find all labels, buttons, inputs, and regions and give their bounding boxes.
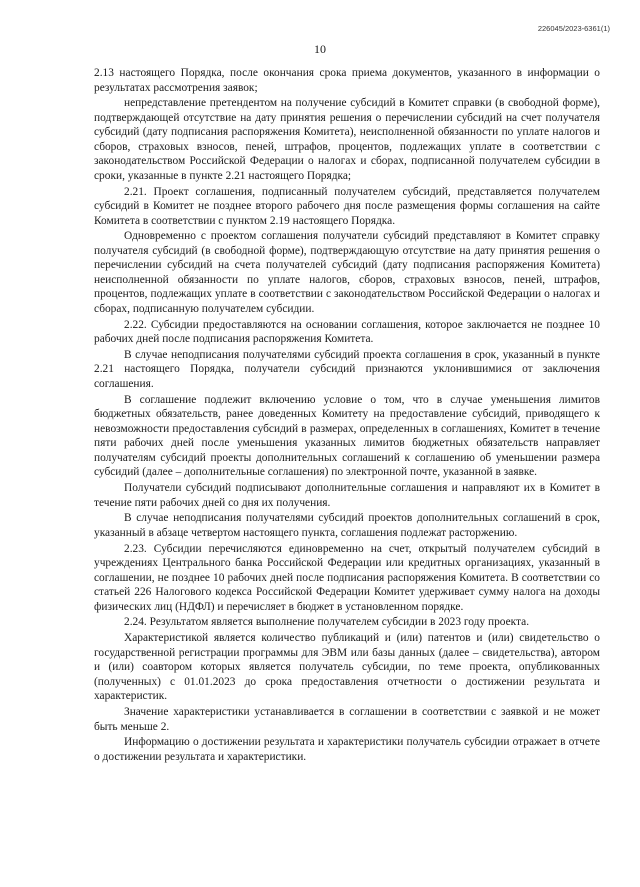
paragraph: 2.22. Субсидии предоставляются на основании соглашения, которое заключается не позднее 10 рабочих дней после подписания распоряжения Комитета. (94, 318, 600, 346)
paragraph: Получатели субсидий подписывают дополнительные соглашения и направляют их в Комитет в течение пяти рабочих дней со дня их получения. (94, 482, 600, 509)
paragraph: 2.13 настоящего Порядка, после окончания срока приема документов, указанного в информации о результатах рассмотрения заявок; (94, 67, 600, 94)
paragraph: 2.23. Субсидии перечисляются единовременно на счет, открытый получателем субсидий в учреждениях Центрального банка Российской Федерации или кредитных организациях, указанный в соглашении, не позднее 10 рабочих дней после подписания распоряжения Комитета. В соответствии со статьей 226 Налогового кодекса Российской Федерации Комитет удерживает сумму налога на доходы физических лиц (НДФЛ) и перечисляет в бюджет в установленном порядке. (94, 542, 600, 613)
paragraph: В случае неподписания получателями субсидий проекта соглашения в срок, указанный в пункте 2.21 настоящего Порядка, получатели субсидий признаются уклонившимися от заключения соглашения. (94, 348, 600, 390)
paragraph: 2.24. Результатом является выполнение получателем субсидии в 2023 году проекта. (124, 616, 530, 629)
paragraph: Информацию о достижении результата и характеристики получатель субсидии отражает в отчете о достижении результата и характеристики. (94, 736, 600, 763)
paragraph: В случае неподписания получателями субсидий проектов дополнительных соглашений в срок, указанный в абзаце четвертом настоящего пункта, соглашения подлежат расторжению. (94, 512, 600, 539)
paragraph: Значение характеристики устанавливается в соглашении в соответствии с заявкой и не может быть меньше 2. (94, 706, 600, 733)
paragraph: В соглашение подлежит включению условие о том, что в случае уменьшения лимитов бюджетных обязательств, ранее доведенных Комитету на предоставление субсидий, приводящего к невозможности предоставления субсидий в размерах, определенных в соглашениях, Комитет в течение пяти рабочих дней после уменьшения указанных лимитов бюджетных обязательств направляет получателям субсидий проекты дополнительных соглашений к соглашению об уменьшении размера субсидий (далее – дополнительные соглашения) по электронной почте, указанной в заявке. (94, 393, 600, 479)
page-number: 10 (314, 42, 326, 56)
document-number: 226045/2023-6361(1) (537, 24, 610, 33)
paragraph: Одновременно с проектом соглашения получатели субсидий представляют в Комитет справку получателя субсидий (в свободной форме), подтверждающую отсутствие на дату принятия решения о перечислении субсидий на счета получателей субсидий (дату подписания распоряжения Комитета) неисполненной обязанности по уплате налогов, сборов, страховых взносов, пеней, штрафов, процентов, подлежащих уплате в соответствии с законодательством Российской Федерации о налогах и сборах, подписанную получателем субсидии. (94, 230, 600, 315)
document-body (94, 66, 600, 766)
paragraph: 2.21. Проект соглашения, подписанный получателем субсидий, представляется получателем субсидий в Комитет не позднее второго рабочего дня после размещения формы соглашения на сайте Комитета в соответствии с пунктом 2.19 настоящего Порядка. (94, 185, 600, 227)
paragraph: Характеристикой является количество публикаций и (или) патентов и (или) свидетельство о государственной регистрации программы для ЭВМ или базы данных (далее – свидетельства), автором и (или) соавтором которых является получатель субсидии, по теме проекта, опубликованных (полученных) с 01.01.2023 до срока предоставления отчетности о достижении результата и характеристик. (94, 632, 600, 703)
paragraph: непредставление претендентом на получение субсидий в Комитет справки (в свободной форме), подтверждающей отсутствие на дату принятия решения о перечислении субсидий на счет получателя субсидий (дату подписания распоряжения Комитета), неисполненной обязанности по уплате налогов и сборов, страховых взносов, пеней, штрафов, процентов, подлежащих уплате в соответствии с законодательством Российской Федерации о налогах и сборах, подписанной получателем субсидии в сроки, указанные в пункте 2.21 настоящего Порядка; (94, 97, 600, 182)
